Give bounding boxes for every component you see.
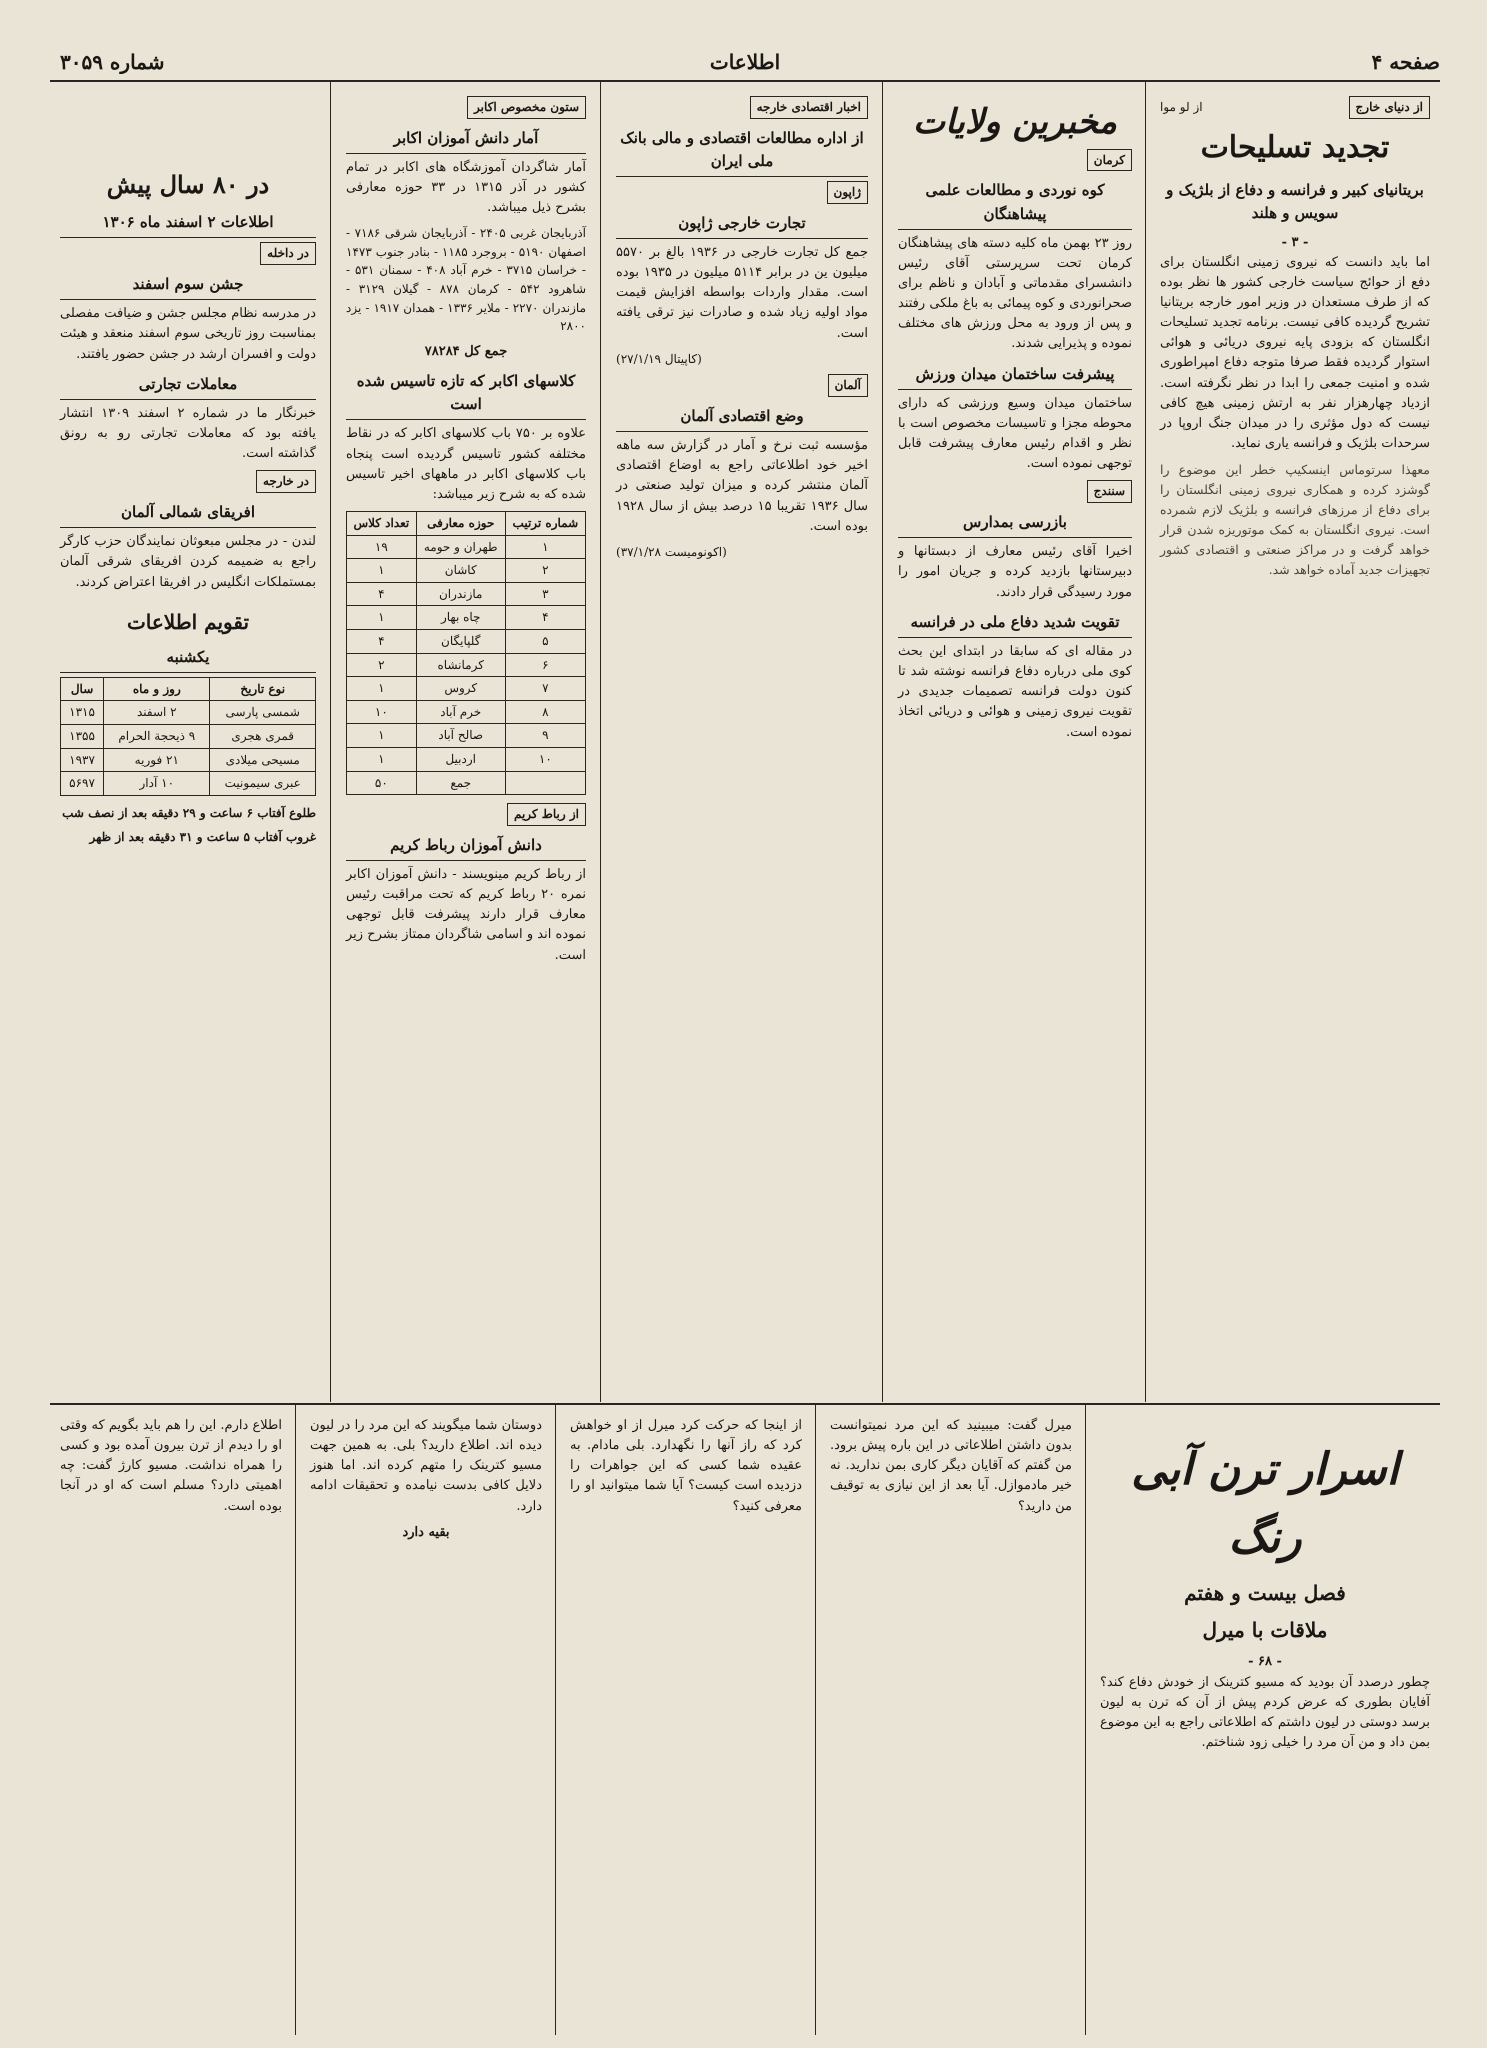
section-rule — [50, 1403, 1440, 1405]
table-row — [347, 582, 586, 606]
weekday: یکشنبه — [60, 646, 316, 673]
source-ref: (کاپیتال ۲۷/۱/۱۹) — [616, 351, 702, 366]
serial-title: اسرار ترن آبی رنگ — [1131, 1444, 1399, 1564]
table-cell: ۱ — [347, 724, 417, 748]
part-number: - ۳ - — [1281, 234, 1309, 250]
table-cell: ۵۰ — [347, 771, 417, 795]
article-intro: آمار شاگردان آموزشگاه های اکابر در تمام کشور در آذر ۱۳۱۵ در ۳۳ حوزه معارفی بشرح ذیل میباشد. — [346, 159, 586, 216]
article-body: از رباط کریم مینویسند - دانش آموزان اکابر نمره ۲۰ رباط کریم که تحت مراقبت رئیس معارف قرار دارند پیشرفت قابل توجهی نموده اند و اسامی شاگردان ممتاز بشرح زیر است. — [346, 867, 586, 963]
section-tag: از دنیای خارج — [1349, 96, 1430, 119]
table-row — [347, 771, 586, 795]
city-tag: سنندج — [1087, 480, 1132, 503]
table-cell: مسیحی میلادی — [210, 748, 316, 772]
column-header: نوع تاریخ — [210, 677, 316, 701]
column-divider — [295, 1405, 296, 2035]
column-divider — [1085, 1405, 1086, 2035]
table-cell: ۱۳۱۵ — [61, 701, 104, 725]
article-headline: کلاسهای اکابر که تازه تاسیس شده است — [346, 370, 586, 421]
table-cell: صالح آباد — [416, 724, 505, 748]
table-row — [61, 748, 316, 772]
country-tag: آلمان — [828, 374, 868, 397]
table-cell: ۱ — [505, 535, 585, 559]
page-header — [60, 50, 1440, 78]
table-cell: ۸ — [505, 700, 585, 724]
article-body: مؤسسه ثبت نرخ و آمار در گزارش سه ماهه اخیر خود اطلاعاتی راجع به اوضاع اقتصادی آلمان منتشر کرده و میزان تولید صنعتی در سال ۱۹۳۶ تقریبا ۱۵ درصد بیش از سال ۱۹۲۸ بوده است. — [616, 438, 868, 534]
column-header: شماره ترتیب — [505, 512, 585, 536]
article-headline: آمار دانش آموزان اکابر — [346, 127, 586, 154]
table-cell: ۴ — [347, 582, 417, 606]
calendar-title: تقویم اطلاعات — [126, 609, 250, 634]
article-body: اما باید دانست که نیروی زمینی انگلستان برای دفع از حوائج سیاست خارجی کشور ها نظر بوده که از طرف مستعدان در وزیر امور خارجه بریتانیا تشریح گردیده کافی نیست. برنامه تجدید تسلیحات انگلستان که بزودی پایه نیروی دریائی و هوائی استوار گردیده فقط صرفا متوجه دفاع امپراطوری شده و امنیت جمعی را ابدا در نظر نگرفته است. ازدیاد چهارهزار نفر به ارتش زمینی هیچ کافی نیست که دول مؤثری را در میدان جنگ اروپا در سرحدات بلژیک و فرانسه یاری نماید. — [1160, 254, 1430, 451]
table-row — [347, 653, 586, 677]
column-header: سال — [61, 677, 104, 701]
column-header: حوزه معارفی — [416, 512, 505, 536]
table-row — [347, 606, 586, 630]
masthead-name: اطلاعات — [709, 50, 781, 74]
column-header: روز و ماه — [104, 677, 210, 701]
section-tag: اخبار اقتصادی خارجه — [750, 96, 868, 119]
column-divider — [330, 82, 331, 1402]
table-row — [61, 725, 316, 749]
table-cell: ۲۱ فوریه — [104, 748, 210, 772]
statistics-list: آذربایجان غربی ۲۴۰۵ - آذربایجان شرقی ۷۱۸۶ - اصفهان ۵۱۹۰ - بروجرد ۱۱۸۵ - بنادر جنوب ۱۴۷۳ - خراسان ۳۷۱۵ - خرم آباد ۴۰۸ - سمنان ۵۳۱ - شاهرود ۵۴۲ - کرمان ۸۷۸ - گیلان ۳۱۲۹ - مازندران ۲۲۷۰ - ملایر ۱۳۳۶ - همدان ۱۹۱۷ - یزد ۲۸۰۰ — [346, 226, 587, 334]
table-cell: عبری سیمونیت — [210, 772, 316, 796]
article-headline: وضع اقتصادی آلمان — [616, 405, 868, 432]
table-cell: ۱۳۵۵ — [61, 725, 104, 749]
country-tag: ژاپون — [827, 181, 868, 204]
table-cell: ۱۹۳۷ — [61, 748, 104, 772]
table-cell: ۴ — [505, 606, 585, 630]
subsection-tag: در داخله — [260, 242, 316, 265]
kicker: از لو موا — [1160, 100, 1203, 114]
section-title: در ۸۰ سال پیش — [106, 170, 270, 199]
column-divider — [882, 82, 883, 1402]
table-header-row — [61, 677, 316, 701]
table-cell: ۵۶۹۷ — [61, 772, 104, 796]
serial-column — [50, 1410, 292, 2030]
serial-text: اطلاع دارم. این را هم باید بگویم که وقتی او را دیدم از ترن بیرون آمده بود و کسی را همراه نداشت. مسیو کارژ گفت: چه اهمیتی دارد؟ مسلم است که او در آنجا بوده است. — [60, 1418, 282, 1514]
article-body: روز ۲۳ بهمن ماه کلیه دسته های پیشاهنگان کرمان تحت سرپرستی آقای رئیس دانشسرای مقدماتی و آبادان و ناظم برای صحرانوردی و کوه پیمائی به باغ ملکی رفتند و پس از ورود به محل ورزش های مختلف نموده و پذیرایی شدند. — [898, 235, 1132, 352]
article-headline: تجارت خارجی ژاپون — [616, 212, 868, 239]
table-cell: گلپایگان — [416, 630, 505, 654]
table-cell: کاشان — [416, 559, 505, 583]
table-row — [347, 724, 586, 748]
issue-number: شماره ۳۰۵۹ — [60, 50, 165, 74]
table-row — [347, 559, 586, 583]
table-cell — [505, 771, 585, 795]
adult-education-column — [336, 90, 596, 1400]
history-and-calendar-column — [50, 90, 326, 1400]
headline: تجدید تسلیحات — [1200, 129, 1390, 165]
table-cell: ۴ — [347, 630, 417, 654]
table-cell: ۲ اسفند — [104, 701, 210, 725]
column-divider — [1145, 82, 1146, 1402]
table-row — [347, 677, 586, 701]
article-body: اخیرا آقای رئیس معارف از دبستانها و دبیرستانها بازدید کرده و جریان امور را مورد رسیدگی قرار دادند. — [898, 544, 1132, 600]
installment-number: - ۶۸ - — [1248, 1654, 1282, 1670]
provinces-column — [888, 90, 1142, 1400]
source-line: از اداره مطالعات اقتصادی و مالی بانک ملی ایران — [616, 127, 868, 178]
table-cell: ۹ ذیحجة الحرام — [104, 725, 210, 749]
table-cell: ۱۹ — [347, 535, 417, 559]
serial-text: دوستان شما میگویند که این مرد را در لیون دیده اند. اطلاع دارید؟ بلی. به همین جهت مسیو کترینک را متهم کرده اند. اما هنوز دلایل کافی بدست نیامده و تحقیقات ادامه دارد. — [310, 1418, 542, 1514]
serial-text: چطور درصدد آن بودید که مسیو کترینک از خودش دفاع کند؟ آفایان بطوری که عرض کردم پیش از آن که ترن به لیون برسد دوستی در لیون داشتم که اطلاعاتی راجع به این موضوع بمن داد و من آن مرد را خیلی زود شناختم. — [1100, 1674, 1430, 1750]
article-headline: پیشرفت ساختمان میدان ورزش — [898, 363, 1132, 390]
serial-text: از اینجا که حرکت کرد میرل از او خواهش کرد که راز آنها را نگهدارد. بلی مادام. به عقیده شما کسی که این جواهرات را دزدیده است کیست؟ آیا شما میتوانید او را معرفی کنید؟ — [570, 1418, 802, 1514]
section-tag: ستون مخصوص اکابر — [467, 96, 586, 119]
article-headline: افریقای شمالی آلمان — [60, 501, 316, 528]
article-headline: دانش آموزان رباط کریم — [346, 834, 586, 861]
source-ref: (اکونومیست ۳۷/۱/۲۸) — [616, 544, 727, 559]
article-headline: بازرسی بمدارس — [898, 511, 1132, 538]
table-cell: خرم آباد — [416, 700, 505, 724]
table-cell: ۱۰ — [505, 747, 585, 771]
table-row — [61, 772, 316, 796]
table-cell: ۱۰ — [347, 700, 417, 724]
calendar-table — [60, 677, 316, 796]
serial-column — [820, 1410, 1082, 2030]
column-header: تعداد کلاس — [347, 512, 417, 536]
table-cell: ۲ — [505, 559, 585, 583]
subhead: بریتانیای کبیر و فرانسه و دفاع از بلژیک و سویس و هلند — [1166, 181, 1424, 223]
article-body: در مقاله ای که سابقا در ابتدای این بحث کوی ملی درباره دفاع فرانسه نوشته شد تا کنون دولت فرانسه تصمیمات جدیدی در تقویت نیروی زمینی و هوائی و دریائی اتخاذ نموده است. — [898, 643, 1132, 740]
table-cell: چاه بهار — [416, 606, 505, 630]
header-rule — [50, 80, 1440, 82]
table-cell: ۳ — [505, 582, 585, 606]
article-headline: تقویت شدید دفاع ملی در فرانسه — [898, 611, 1132, 638]
chapter-title: فصل بیست و هفتم — [1184, 1581, 1346, 1606]
article-headline: کوه نوردی و مطالعات علمی پیشاهنگان — [898, 179, 1132, 230]
table-cell: ۲ — [347, 653, 417, 677]
table-cell: کروس — [416, 677, 505, 701]
article-body: جمع کل تجارت خارجی در ۱۹۳۶ بالغ بر ۵۵۷۰ میلیون ین در برابر ۵۱۱۴ میلیون در ۱۹۳۵ بوده است. مقدار واردات بواسطه افزایش قیمت مواد اولیه زیاد شده و صادرات نیز ترقی یافته است. — [616, 244, 868, 341]
serial-title-block — [1090, 1410, 1440, 2030]
article-body: در مدرسه نظام مجلس جشن و ضیافت مفصلی بمناسبت روز تاریخی سوم اسفند منعقد و هیئت دولت و افسران ارشد در جشن حضور یافتند. — [60, 306, 316, 362]
column-divider — [815, 1405, 816, 2035]
table-cell: مازندران — [416, 582, 505, 606]
serial-column — [560, 1410, 812, 2030]
to-be-continued: بقیه دارد — [402, 1524, 450, 1540]
page-number: صفحه ۴ — [1371, 50, 1440, 74]
table-cell: ۵ — [505, 630, 585, 654]
article-body: لندن - در مجلس مبعوثان نمایندگان حزب کارگر راجع به ضمیمه کردن افریقای شرقی آلمان بمستملکات انگلیس در افریقا اعتراض کردند. — [60, 534, 316, 590]
table-cell: ۱۰ آدار — [104, 772, 210, 796]
table-cell: ۱ — [347, 677, 417, 701]
table-cell: قمری هجری — [210, 725, 316, 749]
table-cell: کرمانشاه — [416, 653, 505, 677]
serial-column — [300, 1410, 552, 2030]
world-news-column — [1150, 90, 1440, 1400]
date-line: اطلاعات ۲ اسفند ماه ۱۳۰۶ — [60, 211, 316, 238]
article-body-continued: معهذا سرتوماس اینسکیپ خطر این موضوع را گوشزد کرده و همکاری نیروی زمینی انگلستان را برای دفاع از مرزهای فرانسه و بلژیک لازم شمرده است. نیروی انگلستان به کمک موتوریزه شدن قرار خواهد گرفت و در مراکز صنعتی و اقتصادی کشور تجهیزات جدید آماده خواهد شد. — [1160, 462, 1430, 578]
article-body: علاوه بر ۷۵۰ باب کلاسهای اکابر که در نقاط مختلفه کشور تاسیس گردیده است پنجاه باب کلاسهای اکابر در ماههای اخیر تاسیس شده که به شرح زیر میباشد: — [346, 426, 586, 502]
table-row — [347, 700, 586, 724]
article-headline: معاملات تجارتی — [60, 373, 316, 400]
article-body: خبرنگار ما در شماره ۲ اسفند ۱۳۰۹ انتشار یافته بود که معاملات تجارتی رو به رونق گذاشته است. — [60, 405, 317, 462]
city-tag: کرمان — [1087, 149, 1132, 172]
table-row — [347, 747, 586, 771]
column-divider — [555, 1405, 556, 2035]
classes-table — [346, 511, 586, 795]
total-line: جمع کل ۷۸۲۸۴ — [424, 343, 508, 359]
economic-news-column — [606, 90, 878, 1400]
table-cell: ۶ — [505, 653, 585, 677]
table-row — [347, 630, 586, 654]
table-row — [61, 701, 316, 725]
table-cell: ۱ — [347, 559, 417, 583]
chapter-subtitle: ملاقات با میرل — [1202, 1618, 1328, 1643]
table-cell: طهران و حومه — [416, 535, 505, 559]
table-cell: اردبیل — [416, 747, 505, 771]
serial-text: میرل گفت: میبینید که این مرد نمیتوانست بدون داشتن اطلاعاتی در این باره پیش برود. من گفتم که آقایان دیگر کاری بمن ندارید. نه خیر مادموازل. آیا بعد از این نیازی به توقیف من دارید؟ — [830, 1418, 1072, 1514]
sunrise-time: طلوع آفتاب ۶ ساعت و ۲۹ دقیقه بعد از نصف شب — [62, 805, 316, 820]
article-headline: جشن سوم اسفند — [60, 273, 316, 300]
table-cell: شمسی پارسی — [210, 701, 316, 725]
city-tag: از رباط کریم — [507, 803, 586, 826]
table-header-row — [347, 512, 586, 536]
table-cell: ۱ — [347, 606, 417, 630]
subsection-tag: در خارجه — [256, 470, 316, 493]
table-cell: جمع — [416, 771, 505, 795]
table-cell: ۱ — [347, 747, 417, 771]
column-divider — [600, 82, 601, 1402]
sunset-time: غروب آفتاب ۵ ساعت و ۳۱ دقیقه بعد از ظهر — [89, 830, 316, 845]
table-cell: ۹ — [505, 724, 585, 748]
article-body: ساختمان میدان وسیع ورزشی که دارای محوطه مجزا و تاسیسات مخصوص است با نظر و اقدام رئیس معارف پیشرفت قابل توجهی نموده است. — [898, 395, 1132, 472]
table-row — [347, 535, 586, 559]
table-cell: ۷ — [505, 677, 585, 701]
section-banner: مخبرین ولایات — [913, 102, 1117, 142]
